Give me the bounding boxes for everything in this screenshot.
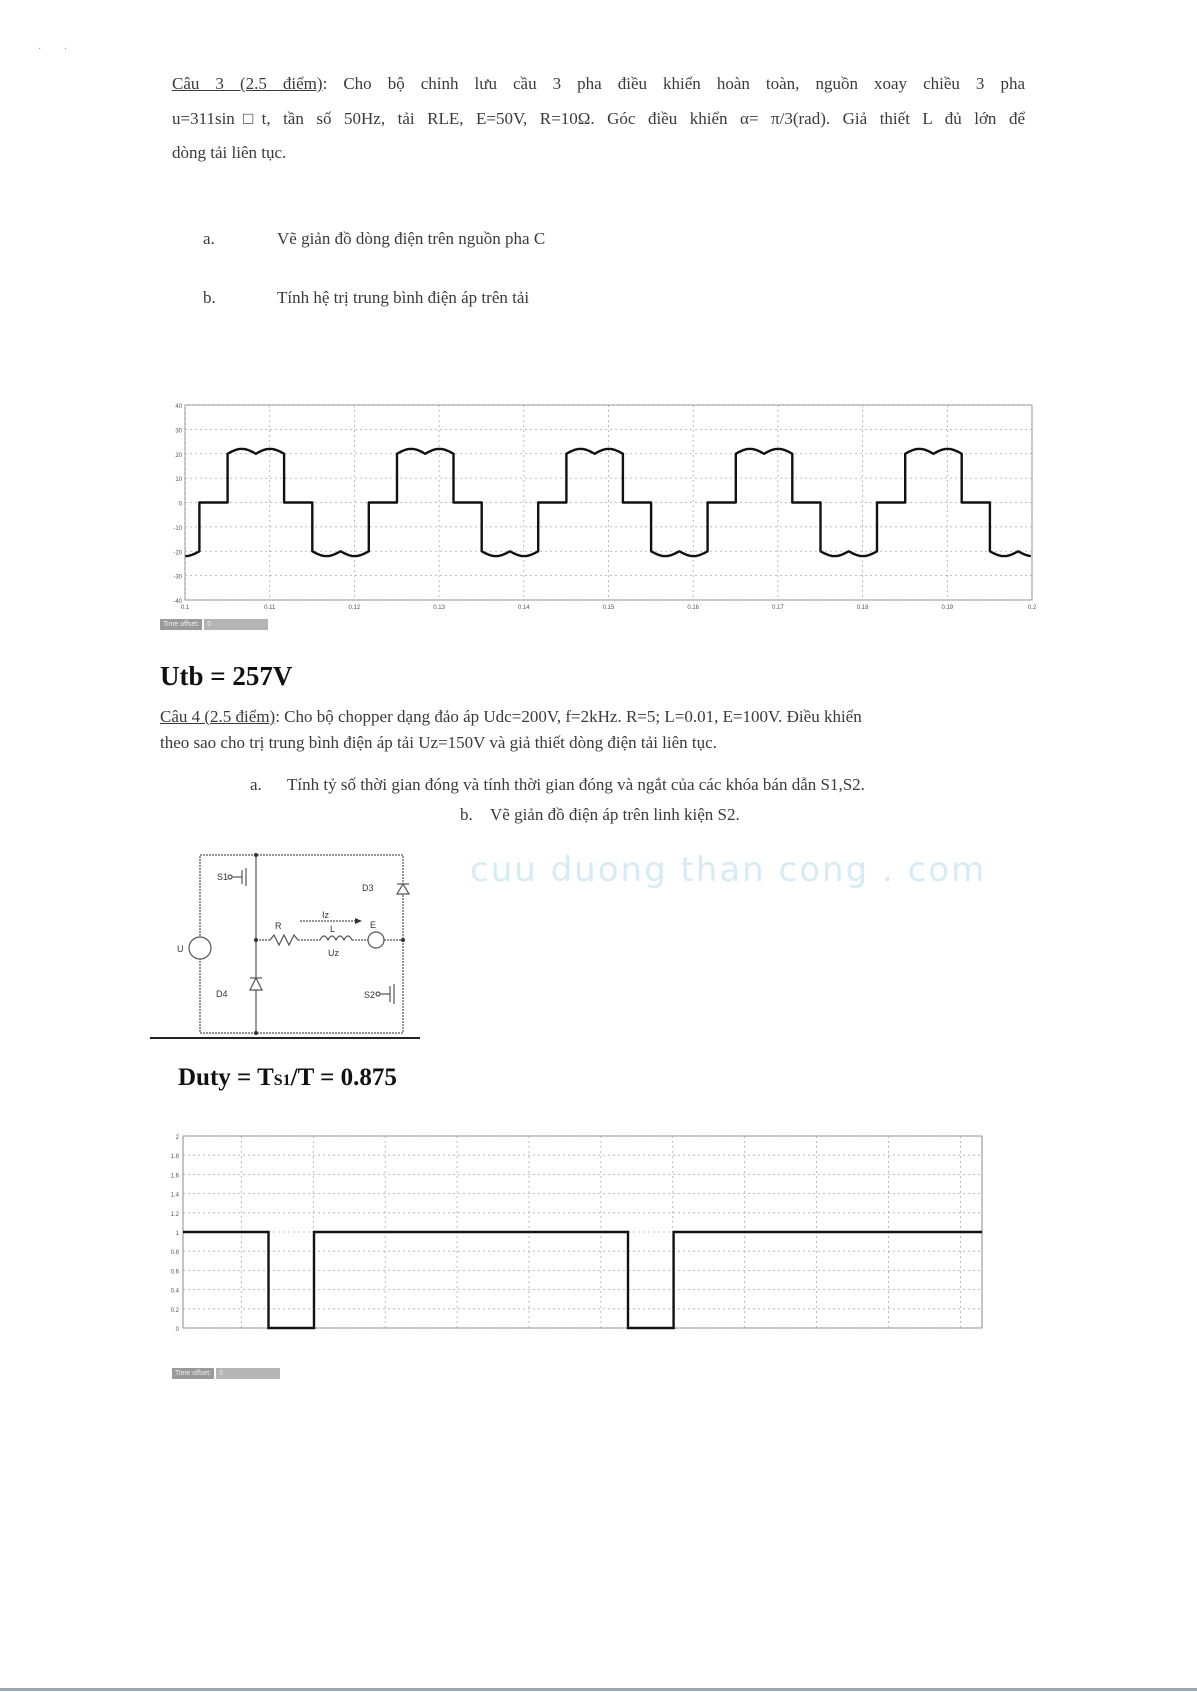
y-tick-label: -30 [173,574,182,581]
q4-line1 [160,707,862,727]
q4-answer [178,1064,397,1092]
phase-c-current-chart [150,395,1050,615]
duty-value: /T = 0.875 [290,1064,397,1091]
x-tick-label: 0.16 [687,605,700,611]
time-offset-control-1 [160,619,268,630]
q3-item-a-text: Vẽ giản đồ dòng điện trên nguồn pha C [277,229,546,248]
q3-item-a-marker: a. [203,229,215,248]
q3-line3: dòng tải liên tục. [172,143,287,162]
q3-line1-text: : Cho bộ chỉnh lưu cầu 3 pha điều khiển hoàn toàn, nguồn xoay chiều 3 pha [322,74,1025,93]
q4-item-a-marker: a. [250,775,262,794]
time-offset-value[interactable]: 0 [204,619,268,630]
duty-prefix: Duty = T [178,1064,274,1091]
x-tick-label: 0.2 [1027,605,1037,611]
y-tick-label: 10 [175,477,182,484]
x-tick-label: 0.1 [180,605,190,611]
y-tick-label: 40 [175,404,182,410]
y-tick-label: -40 [173,599,182,605]
q4-item-a-text: Tính tỷ số thời gian đóng và tính thời gian đóng và ngắt của các khóa bán dẫn S1,S2. [287,775,865,794]
y-tick-label: 0.2 [170,1307,179,1314]
x-tick-label: 0.15 [602,605,615,611]
label-e: E [370,920,377,930]
time-offset-label: Time offset: [160,619,202,630]
label-d4: D4 [216,989,228,999]
y-tick-label: 1.6 [170,1173,179,1180]
gate-signal-waveform [183,1232,982,1328]
label-u: U [177,944,184,954]
q3-answer: Utb = 257V [160,661,293,691]
y-tick-label: 1.2 [170,1211,179,1218]
page-bottom-edge [0,1688,1197,1691]
y-tick-label: 0.8 [170,1250,179,1257]
q3-item-b-text: Tính hệ trị trung bình điện áp trên tải [277,288,530,307]
y-tick-label: 1 [175,1231,179,1237]
y-tick-label: -10 [173,525,182,532]
scan-specks: · · [38,44,68,55]
time-offset-value[interactable]: 0 [216,1368,280,1379]
label-uz: Uz [328,948,339,958]
x-tick-label: 0.11 [264,605,276,611]
label-l: L [330,924,336,934]
label-r: R [275,921,282,931]
y-tick-label: 0 [175,1327,179,1333]
x-tick-label: 0.17 [772,605,784,611]
duty-subscript: S1 [273,1072,291,1089]
time-offset-label: Time offset: [172,1368,214,1379]
x-tick-label: 0.13 [433,605,445,611]
x-tick-label: 0.14 [517,605,530,611]
s1-gate-signal-chart [150,1130,1000,1335]
y-tick-label: 2 [175,1135,179,1141]
q4-item-b-text: Vẽ giản đồ điện áp trên linh kiện S2. [490,805,740,824]
label-s2: S2 [364,990,376,1000]
x-tick-label: 0.18 [856,605,869,611]
q4-item-b-marker: b. [460,805,473,824]
q4-line1-text: : Cho bộ chopper dạng đảo áp Udc=200V, f=2kHz. R=5; L=0.01, E=100V. Điều khiển [275,707,862,726]
label-iz: Iz [322,910,330,920]
y-tick-label: 0.4 [170,1288,179,1295]
y-tick-label: 1.4 [170,1192,179,1199]
time-offset-control-2 [172,1368,280,1379]
q3-line2: u=311sin□t, tần số 50Hz, tải RLE, E=50V, R=10Ω. Góc điều khiển α= π/3(rad). Giả thiết L đủ lớn để [172,109,1025,128]
label-s1: S1 [217,872,229,882]
y-tick-label: 30 [175,428,182,435]
y-tick-label: -20 [173,550,182,557]
q3-line1 [172,74,1025,94]
y-tick-label: 0.6 [170,1269,179,1276]
x-tick-label: 0.12 [348,605,361,611]
q3-title: Câu 3 (2.5 điểm) [172,74,323,93]
watermark: cuu duong than cong . com [470,850,987,890]
y-tick-label: 1.8 [170,1154,179,1161]
label-d3: D3 [362,883,374,893]
x-tick-label: 0.19 [941,605,954,611]
q4-title: Câu 4 (2.5 điểm) [160,707,276,726]
q3-item-b-marker: b. [203,288,216,307]
chopper-circuit-diagram [150,840,440,1040]
y-tick-label: 20 [175,452,182,459]
y-tick-label: 0 [178,501,182,508]
q4-line2: theo sao cho trị trung bình điện áp tải Uz=150V và giả thiết dòng điện tải liên tục. [160,733,717,752]
